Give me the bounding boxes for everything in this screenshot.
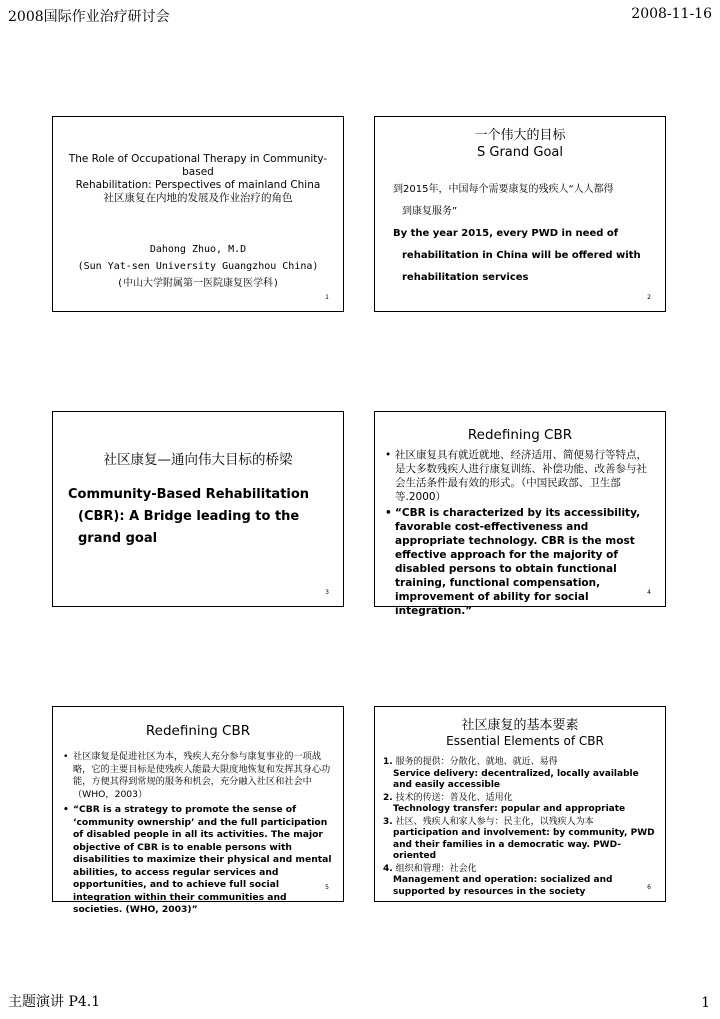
item-number: 4. <box>383 863 393 874</box>
bullet-icon: • <box>385 449 392 461</box>
affiliation-en: (Sun Yat-sen University Guangzhou China) <box>77 261 319 272</box>
item-en: Management and operation: socialized and supported by resources in the society <box>393 875 613 897</box>
item-zh: 技术的传送：普及化、适用化 <box>395 792 513 803</box>
slide-3 <box>52 411 344 607</box>
slide-1 <box>52 116 344 312</box>
item-number: 1. <box>383 757 393 767</box>
item-en: Technology transfer: popular and appropriate <box>393 804 626 814</box>
slide-number: 6 <box>647 884 651 891</box>
body-en-line-3: rehabilitation services <box>402 272 529 283</box>
item-en: Service delivery: decentralized, locally available and easily accessible <box>393 768 639 790</box>
slide-number: 4 <box>647 589 651 596</box>
body-zh-line-1: 到2015年，中国每个需要康复的残疾人“人人都得 <box>393 184 614 195</box>
header-title: 2008国际作业治疗研讨会 <box>8 9 170 25</box>
item-number: 2. <box>383 792 393 803</box>
slide-5 <box>52 706 344 915</box>
item-zh: 社区、残疾人和家人参与：民主化，以残疾人为本 <box>395 816 594 827</box>
title-zh: 社区康复在内地的发展及作业治疗的角色 <box>103 192 293 204</box>
author-block <box>53 241 343 292</box>
title-en: Essential Elements of CBR <box>446 734 604 748</box>
item-zh: 组织和管理：社会化 <box>395 863 477 874</box>
item-en: participation and involvement: by community, PWD and their families in a democratic way. PWD-oriented <box>393 828 655 861</box>
slide-title <box>53 153 343 205</box>
list-item <box>383 757 659 792</box>
slide-number: 5 <box>325 884 329 891</box>
title-en: S Grand Goal <box>477 145 563 160</box>
slide-body <box>383 448 657 620</box>
footer-label: 主题演讲 P4.1 <box>8 994 101 1010</box>
slide-body <box>61 751 335 920</box>
slide-2 <box>374 116 666 312</box>
bullet-text-zh: 社区康复具有就近就地、经济适用、简便易行等特点，是大多数残疾人进行康复训练、补偿功能、改善参与社会生活条件最有效的形式。（中国民政部、卫生部等.2000） <box>395 449 647 503</box>
slide-title <box>375 717 665 749</box>
bullet-text-en: “CBR is a strategy to promote the sense of ‘community ownership’ and the full participation of disabled people in all its activities. The major objective of CBR is to enable persons with disabilities to maximize their physical and mental abilities, to access regular services and opportunities, and to achieve full social integration within their communities and societies. (WHO, 2003)” <box>73 804 332 915</box>
slide-body <box>68 484 333 550</box>
title-en-line-1: The Role of Occupational Therapy in Community-based <box>68 153 328 178</box>
slide-6 <box>374 706 666 902</box>
bullet-icon: • <box>385 507 392 519</box>
body-line-2: (CBR): A Bridge leading to the <box>78 509 300 524</box>
header-date: 2008-11-16 <box>631 6 712 22</box>
body-en-line-1: By the year 2015, every PWD in need of <box>393 228 619 239</box>
title-zh: 一个伟大的目标 <box>474 128 566 143</box>
item-zh: 服务的提供：分散化、就地、就近、易得 <box>395 757 558 767</box>
body-line-1: Community-Based Rehabilitation <box>68 487 310 502</box>
title-en-line-2: Rehabilitation: Perspectives of mainland China <box>75 179 321 191</box>
bullet-item <box>61 751 335 801</box>
slide-4 <box>374 411 666 617</box>
bullet-text-en: “CBR is characterized by its accessibility, favorable cost-effectiveness and appropriate technology. CBR is the most effective approach for the majority of disabled persons to obtain functional training, functional compensation, improvement of ability for social integration.” <box>395 507 641 617</box>
body-line-3: grand goal <box>78 531 158 546</box>
list-item <box>383 817 659 863</box>
bullet-item <box>383 448 657 504</box>
list-item <box>383 793 659 816</box>
slide-body <box>393 179 655 289</box>
list-item <box>383 864 659 899</box>
bullet-text-zh: 社区康复是促进社区为本，残疾人充分参与康复事业的一项战略，它的主要目标是使残疾人能最大限度地恢复和发挥其身心功能，方便其得到常规的服务和机会，充分融入社区和社会中（WHO，2003） <box>73 751 331 800</box>
bullet-icon: • <box>63 804 69 815</box>
body-zh-line-2: 到康复服务” <box>402 206 458 217</box>
author-name: Dahong Zhuo, M.D <box>149 244 247 255</box>
bullet-item <box>383 506 657 618</box>
slide-title <box>375 127 665 161</box>
page-number: 1 <box>701 995 710 1011</box>
slide-title: Redefining CBR <box>467 427 573 443</box>
slide-body <box>383 757 659 899</box>
bullet-item <box>61 804 335 917</box>
affiliation-zh: (中山大学附属第一医院康复医学科) <box>116 278 280 289</box>
item-number: 3. <box>383 816 393 827</box>
body-en-line-2: rehabilitation in China will be offered with <box>402 250 641 261</box>
slide-number: 1 <box>325 294 329 301</box>
title-zh: 社区康复的基本要素 <box>461 718 579 733</box>
bullet-icon: • <box>63 751 69 762</box>
slide-number: 3 <box>325 589 329 596</box>
title-zh: 社区康复—通向伟大目标的桥梁 <box>103 452 293 468</box>
slide-title: Redefining CBR <box>145 723 251 739</box>
slide-number: 2 <box>647 294 651 301</box>
